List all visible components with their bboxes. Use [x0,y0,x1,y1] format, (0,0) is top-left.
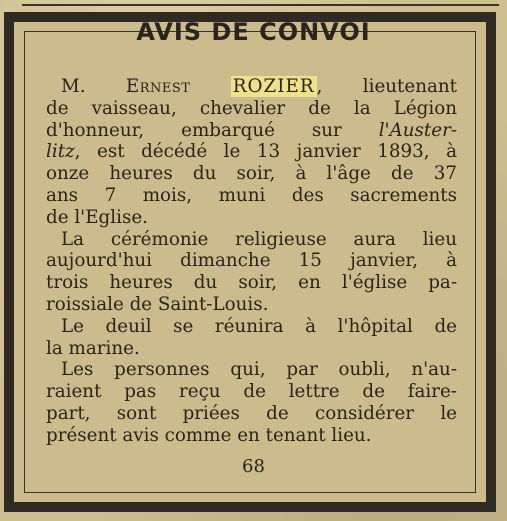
paragraph-1-line-6: ans 7 mois, muni des sacrements [46,184,457,206]
paragraph-1-line-2: de vaisseau, chevalier de la Légion [46,97,457,119]
first-name: Ernest [125,76,191,97]
paragraph-1-line-7: de l'Eglise. [46,206,148,228]
paragraph-4-line-1: Les personnes qui, par oubli, n'au- [61,359,457,381]
notice-body [46,76,457,447]
paragraph-2-line-4: roissiale de Saint-Louis. [46,293,269,315]
paragraph-4-line-3: part, sont priées de considérer le [46,402,457,424]
paragraph-1-line-3: d'honneur, embarqué sur l'Auster- [46,119,457,141]
paragraph-1-line-4: litz, est décédé le 13 janvier 1893, à [46,141,457,163]
paragraph-4-line-4: présent avis comme en tenant lieu. [46,424,372,446]
paragraph-2-line-2: aujourd'hui dimanche 15 janvier, à [46,250,457,272]
paragraph-3-line-2: la marine. [46,337,140,359]
paragraph-1-line-1: M. Ernest ROZIER , lieutenant [61,76,457,97]
paragraph-4-line-2: raient pas reçu de lettre de faire- [46,381,457,403]
paragraph-1-line-5: onze heures du soir, à l'âge de 37 [46,163,457,185]
paragraph-2-line-3: trois heures du soir, en l'église pa- [46,272,457,294]
paragraph-2-line-1: La cérémonie religieuse aura lieu [61,228,457,250]
top-rule [22,4,499,6]
ship-name: l'Auster- [378,119,457,141]
notice-number: 68 [242,456,265,477]
paragraph-3-line-1: Le deuil se réunira à l'hôpital de [61,315,457,337]
notice-title: AVIS DE CONVOI [136,18,371,46]
ship-name-cont: litz [46,141,75,163]
highlighted-surname: ROZIER [232,76,315,97]
